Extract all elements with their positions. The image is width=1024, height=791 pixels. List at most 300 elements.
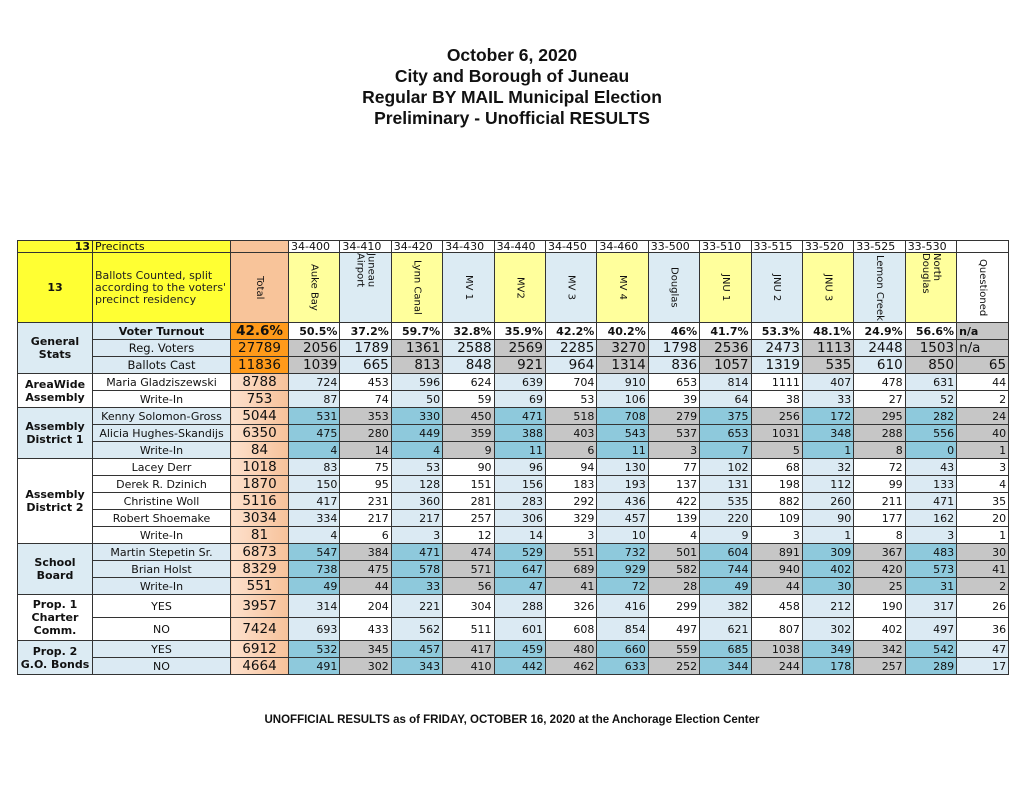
precinct-value: 483 [905, 544, 956, 561]
precinct-value: 162 [905, 510, 956, 527]
precinct-value: 3 [391, 527, 442, 544]
questioned-value: 4 [957, 476, 1009, 493]
precinct-value: 53.3% [751, 323, 802, 340]
precinct-value: 1031 [751, 425, 802, 442]
precinct-value: 621 [700, 618, 751, 641]
precinct-value: 348 [802, 425, 853, 442]
precinct-value: 33 [802, 391, 853, 408]
precinct-value: 40.2% [597, 323, 648, 340]
group-label: School Board [18, 544, 93, 595]
candidate-name: NO [93, 618, 231, 641]
precinct-value: 2056 [289, 340, 340, 357]
candidate-name: Kenny Solomon-Gross [93, 408, 231, 425]
questioned-value: 2 [957, 578, 1009, 595]
precinct-value: 2473 [751, 340, 802, 357]
total-value: 3034 [231, 510, 289, 527]
precinct-value: 99 [854, 476, 905, 493]
total-value: 753 [231, 391, 289, 408]
precinct-code: 33-520 [802, 241, 853, 253]
questioned-value: 1 [957, 527, 1009, 544]
precinct-value: 345 [340, 641, 391, 658]
precinct-value: 442 [494, 658, 545, 675]
precinct-value: 639 [494, 374, 545, 391]
result-row [18, 527, 1009, 544]
precinct-name: Juneau Airport [354, 253, 377, 288]
result-row [18, 459, 1009, 476]
precinct-value: 511 [443, 618, 494, 641]
group-label: Prop. 2 G.O. Bonds [18, 641, 93, 675]
precinct-value: 2285 [545, 340, 596, 357]
precinct-value: 190 [854, 595, 905, 618]
precinct-value: 596 [391, 374, 442, 391]
precinct-value: 608 [545, 618, 596, 641]
precinct-value: 37.2% [340, 323, 391, 340]
result-row [18, 510, 1009, 527]
precinct-value: 3 [545, 527, 596, 544]
title-status: Preliminary - Unofficial RESULTS [374, 108, 650, 128]
precinct-value: 457 [597, 510, 648, 527]
precinct-value: 1789 [340, 340, 391, 357]
result-row [18, 493, 1009, 510]
total-value: 1018 [231, 459, 289, 476]
total-value: 1870 [231, 476, 289, 493]
result-row [18, 442, 1009, 459]
precinct-value: 478 [854, 374, 905, 391]
questioned-value: 20 [957, 510, 1009, 527]
precinct-name: Lynn Canal [411, 260, 423, 315]
result-row [18, 618, 1009, 641]
precinct-value: 547 [289, 544, 340, 561]
precinct-value: 292 [545, 493, 596, 510]
precinct-value: 814 [700, 374, 751, 391]
precinct-value: 1113 [802, 340, 853, 357]
precinct-value: 156 [494, 476, 545, 493]
precinct-value: 458 [751, 595, 802, 618]
questioned-value: 24 [957, 408, 1009, 425]
precinct-name: North Douglas [919, 253, 942, 294]
precinct-value: 94 [545, 459, 596, 476]
precinct-value: 306 [494, 510, 545, 527]
precinct-value: 744 [700, 561, 751, 578]
precinct-value: 302 [340, 658, 391, 675]
stat-label: Ballots Cast [93, 357, 231, 374]
precinct-value: 929 [597, 561, 648, 578]
total-label: Total [254, 275, 265, 300]
precinct-value: 462 [545, 658, 596, 675]
precinct-value: 3 [648, 442, 699, 459]
precinct-value: 314 [289, 595, 340, 618]
precinct-value: 25 [854, 578, 905, 595]
precinct-value: 283 [494, 493, 545, 510]
precinct-code: 34-400 [289, 241, 340, 253]
precinct-value: 403 [545, 425, 596, 442]
total-code-blank [231, 241, 289, 253]
precinct-value: 475 [340, 561, 391, 578]
precinct-code: 34-410 [340, 241, 391, 253]
questioned-value: 30 [957, 544, 1009, 561]
precinct-value: 151 [443, 476, 494, 493]
precinct-name: Auke Bay [308, 264, 320, 311]
precinct-value: 6 [340, 527, 391, 544]
total-value: 27789 [231, 340, 289, 357]
precinct-value: 49 [700, 578, 751, 595]
precinct-code: 33-500 [648, 241, 699, 253]
precinct-value: 44 [340, 578, 391, 595]
precinct-value: 854 [597, 618, 648, 641]
total-value: 11836 [231, 357, 289, 374]
total-value: 81 [231, 527, 289, 544]
precinct-value: 69 [494, 391, 545, 408]
precinct-value: 288 [494, 595, 545, 618]
precinct-name-header [802, 253, 853, 323]
total-value: 6350 [231, 425, 289, 442]
precinct-value: 4 [289, 527, 340, 544]
precinct-value: 1798 [648, 340, 699, 357]
candidate-name: YES [93, 641, 231, 658]
candidate-name: Lacey Derr [93, 459, 231, 476]
precinct-value: 1 [802, 527, 853, 544]
precinct-name-header [751, 253, 802, 323]
precinct-value: 422 [648, 493, 699, 510]
precinct-value: 12 [443, 527, 494, 544]
questioned-value: 41 [957, 561, 1009, 578]
precinct-value: 317 [905, 595, 956, 618]
precinct-value: 402 [854, 618, 905, 641]
questioned-code-blank [957, 241, 1009, 253]
precinct-value: 8 [854, 527, 905, 544]
precinct-value: 573 [905, 561, 956, 578]
precincts-label: Precincts [93, 241, 231, 253]
candidate-name: Derek R. Dzinich [93, 476, 231, 493]
precinct-value: 562 [391, 618, 442, 641]
results-table [17, 240, 1009, 675]
group-label: Prop. 1 Charter Comm. [18, 595, 93, 641]
questioned-value: 36 [957, 618, 1009, 641]
precinct-name: JNU 3 [822, 273, 834, 302]
precinct-value: 130 [597, 459, 648, 476]
precinct-value: 3 [751, 527, 802, 544]
result-row [18, 595, 1009, 618]
precinct-value: 77 [648, 459, 699, 476]
precinct-value: 571 [443, 561, 494, 578]
precinct-value: 416 [597, 595, 648, 618]
precinct-value: 471 [494, 408, 545, 425]
precinct-value: 601 [494, 618, 545, 641]
precinct-value: 44 [751, 578, 802, 595]
total-header [231, 253, 289, 323]
precinct-name-header [391, 253, 442, 323]
total-value: 7424 [231, 618, 289, 641]
result-row [18, 658, 1009, 675]
precinct-value: 708 [597, 408, 648, 425]
precinct-value: 1361 [391, 340, 442, 357]
result-row [18, 578, 1009, 595]
precinct-value: 610 [854, 357, 905, 374]
precinct-value: 59 [443, 391, 494, 408]
questioned-value: 17 [957, 658, 1009, 675]
precinct-value: 343 [391, 658, 442, 675]
precinct-value: 732 [597, 544, 648, 561]
precinct-value: 59.7% [391, 323, 442, 340]
precinct-value: 529 [494, 544, 545, 561]
precinct-value: 68 [751, 459, 802, 476]
precinct-value: 326 [545, 595, 596, 618]
precinct-value: 32.8% [443, 323, 494, 340]
precinct-code: 33-510 [700, 241, 751, 253]
precinct-name-header [545, 253, 596, 323]
precinct-value: 43 [905, 459, 956, 476]
questioned-header [957, 253, 1009, 323]
precinct-value: 471 [391, 544, 442, 561]
precinct-value: 535 [700, 493, 751, 510]
precinct-value: 72 [854, 459, 905, 476]
precinct-value: 4 [648, 527, 699, 544]
precinct-value: 8 [854, 442, 905, 459]
total-value: 8329 [231, 561, 289, 578]
candidate-name: Robert Shoemake [93, 510, 231, 527]
questioned-value: 44 [957, 374, 1009, 391]
precinct-value: 133 [905, 476, 956, 493]
precinct-value: 1319 [751, 357, 802, 374]
precinct-value: 139 [648, 510, 699, 527]
precinct-value: 388 [494, 425, 545, 442]
result-row [18, 544, 1009, 561]
precinct-value: 921 [494, 357, 545, 374]
precinct-value: 531 [289, 408, 340, 425]
precinct-value: 14 [340, 442, 391, 459]
group-label: General Stats [18, 323, 93, 374]
group-label: Assembly District 2 [18, 459, 93, 544]
questioned-value: 1 [957, 442, 1009, 459]
precinct-value: 382 [700, 595, 751, 618]
precinct-count: 13 [18, 241, 93, 253]
precinct-value: 150 [289, 476, 340, 493]
precinct-value: 624 [443, 374, 494, 391]
result-row [18, 561, 1009, 578]
precinct-value: 410 [443, 658, 494, 675]
precinct-name-header [905, 253, 956, 323]
precinct-value: 90 [802, 510, 853, 527]
result-row [18, 425, 1009, 442]
precinct-name-header [700, 253, 751, 323]
report-footer: UNOFFICIAL RESULTS as of FRIDAY, OCTOBER 16, 2020 at the Anchorage Election Center [264, 714, 760, 726]
precinct-value: 30 [802, 578, 853, 595]
precinct-value: 604 [700, 544, 751, 561]
precinct-value: 198 [751, 476, 802, 493]
precinct-value: 212 [802, 595, 853, 618]
precinct-value: 39 [648, 391, 699, 408]
total-value: 8788 [231, 374, 289, 391]
candidate-name: NO [93, 658, 231, 675]
precinct-value: 449 [391, 425, 442, 442]
precinct-value: 1314 [597, 357, 648, 374]
precinct-value: 353 [340, 408, 391, 425]
questioned-label: Questioned [977, 258, 989, 317]
total-value: 3957 [231, 595, 289, 618]
precinct-value: 304 [443, 595, 494, 618]
precinct-value: 417 [289, 493, 340, 510]
precinct-value: 633 [597, 658, 648, 675]
precinct-value: 7 [700, 442, 751, 459]
precinct-value: 260 [802, 493, 853, 510]
precinct-value: 131 [700, 476, 751, 493]
precinct-value: 72 [597, 578, 648, 595]
precinct-value: 31 [905, 578, 956, 595]
precinct-value: 693 [289, 618, 340, 641]
precinct-value: 940 [751, 561, 802, 578]
precinct-value: 3 [905, 527, 956, 544]
precinct-value: 14 [494, 527, 545, 544]
precinct-value: 1503 [905, 340, 956, 357]
precinct-value: 685 [700, 641, 751, 658]
header-row-names [18, 253, 1009, 323]
precinct-value: 289 [905, 658, 956, 675]
candidate-name: Write-In [93, 527, 231, 544]
precinct-value: 0 [905, 442, 956, 459]
precinct-value: 295 [854, 408, 905, 425]
precinct-value: 112 [802, 476, 853, 493]
precinct-value: 256 [751, 408, 802, 425]
precinct-value: 280 [340, 425, 391, 442]
precinct-value: 457 [391, 641, 442, 658]
precinct-value: 360 [391, 493, 442, 510]
precinct-value: 32 [802, 459, 853, 476]
candidate-name: Write-In [93, 391, 231, 408]
total-value: 6912 [231, 641, 289, 658]
precinct-code: 34-430 [443, 241, 494, 253]
group-label: Assembly District 1 [18, 408, 93, 459]
precinct-code: 33-530 [905, 241, 956, 253]
precinct-value: 518 [545, 408, 596, 425]
precinct-value: 42.2% [545, 323, 596, 340]
precinct-value: 64 [700, 391, 751, 408]
precinct-code: 34-440 [494, 241, 545, 253]
questioned-value: n/a [957, 340, 1009, 357]
total-value: 84 [231, 442, 289, 459]
precinct-value: 665 [340, 357, 391, 374]
precinct-value: 24.9% [854, 323, 905, 340]
precinct-value: 375 [700, 408, 751, 425]
precinct-name-header [648, 253, 699, 323]
precinct-name: MV 3 [565, 274, 577, 300]
precinct-value: 704 [545, 374, 596, 391]
precinct-code: 34-460 [597, 241, 648, 253]
precinct-value: 475 [289, 425, 340, 442]
precinct-value: 257 [854, 658, 905, 675]
precinct-value: 471 [905, 493, 956, 510]
precinct-value: 83 [289, 459, 340, 476]
precinct-value: 50 [391, 391, 442, 408]
precinct-value: 137 [648, 476, 699, 493]
precinct-name: MV2 [514, 276, 526, 299]
precinct-value: 38 [751, 391, 802, 408]
precinct-value: 349 [802, 641, 853, 658]
questioned-value: 2 [957, 391, 1009, 408]
title-election: Regular BY MAIL Municipal Election [362, 87, 662, 107]
precinct-value: 109 [751, 510, 802, 527]
precinct-value: 807 [751, 618, 802, 641]
precinct-value: 49 [289, 578, 340, 595]
precinct-code: 33-525 [854, 241, 905, 253]
precinct-value: 964 [545, 357, 596, 374]
precinct-value: 450 [443, 408, 494, 425]
precinct-value: 329 [545, 510, 596, 527]
candidate-name: YES [93, 595, 231, 618]
result-row [18, 476, 1009, 493]
precinct-value: 231 [340, 493, 391, 510]
precinct-value: 342 [854, 641, 905, 658]
precinct-value: 653 [700, 425, 751, 442]
candidate-name: Write-In [93, 442, 231, 459]
precinct-value: 74 [340, 391, 391, 408]
precinct-value: 47 [494, 578, 545, 595]
precinct-value: 436 [597, 493, 648, 510]
precinct-value: 535 [802, 357, 853, 374]
precinct-value: 384 [340, 544, 391, 561]
precinct-value: 2588 [443, 340, 494, 357]
precinct-value: 891 [751, 544, 802, 561]
precinct-value: 221 [391, 595, 442, 618]
precinct-value: 87 [289, 391, 340, 408]
precinct-value: 1038 [751, 641, 802, 658]
stat-label: Reg. Voters [93, 340, 231, 357]
precinct-value: 647 [494, 561, 545, 578]
precinct-value: 193 [597, 476, 648, 493]
precinct-value: 813 [391, 357, 442, 374]
precinct-value: 9 [700, 527, 751, 544]
precinct-value: 53 [545, 391, 596, 408]
precinct-value: 10 [597, 527, 648, 544]
precinct-value: 257 [443, 510, 494, 527]
precinct-name-header [597, 253, 648, 323]
precinct-value: 6 [545, 442, 596, 459]
questioned-value: 3 [957, 459, 1009, 476]
precinct-value: 53 [391, 459, 442, 476]
precinct-value: 501 [648, 544, 699, 561]
precinct-value: 653 [648, 374, 699, 391]
precinct-value: 282 [905, 408, 956, 425]
title-municipality: City and Borough of Juneau [394, 66, 630, 86]
precinct-name-header [854, 253, 905, 323]
precinct-name-header [443, 253, 494, 323]
precinct-code: 34-420 [391, 241, 442, 253]
precinct-value: 542 [905, 641, 956, 658]
precinct-value: 417 [443, 641, 494, 658]
precinct-value: 172 [802, 408, 853, 425]
precinct-value: 11 [597, 442, 648, 459]
precinct-value: 48.1% [802, 323, 853, 340]
precinct-value: 1057 [700, 357, 751, 374]
precinct-value: 96 [494, 459, 545, 476]
precinct-value: 11 [494, 442, 545, 459]
questioned-value: 26 [957, 595, 1009, 618]
stat-label: Voter Turnout [93, 323, 231, 340]
precinct-value: 75 [340, 459, 391, 476]
precinct-name: Lemon Creek [873, 254, 885, 321]
precinct-name-header [340, 253, 391, 323]
precinct-value: 1 [802, 442, 853, 459]
precinct-name-header [494, 253, 545, 323]
precinct-value: 3270 [597, 340, 648, 357]
precinct-value: 9 [443, 442, 494, 459]
precinct-value: 559 [648, 641, 699, 658]
precinct-value: 288 [854, 425, 905, 442]
precinct-value: 1039 [289, 357, 340, 374]
title-date: October 6, 2020 [446, 45, 578, 65]
precinct-value: 631 [905, 374, 956, 391]
precinct-value: 211 [854, 493, 905, 510]
precinct-value: 2569 [494, 340, 545, 357]
